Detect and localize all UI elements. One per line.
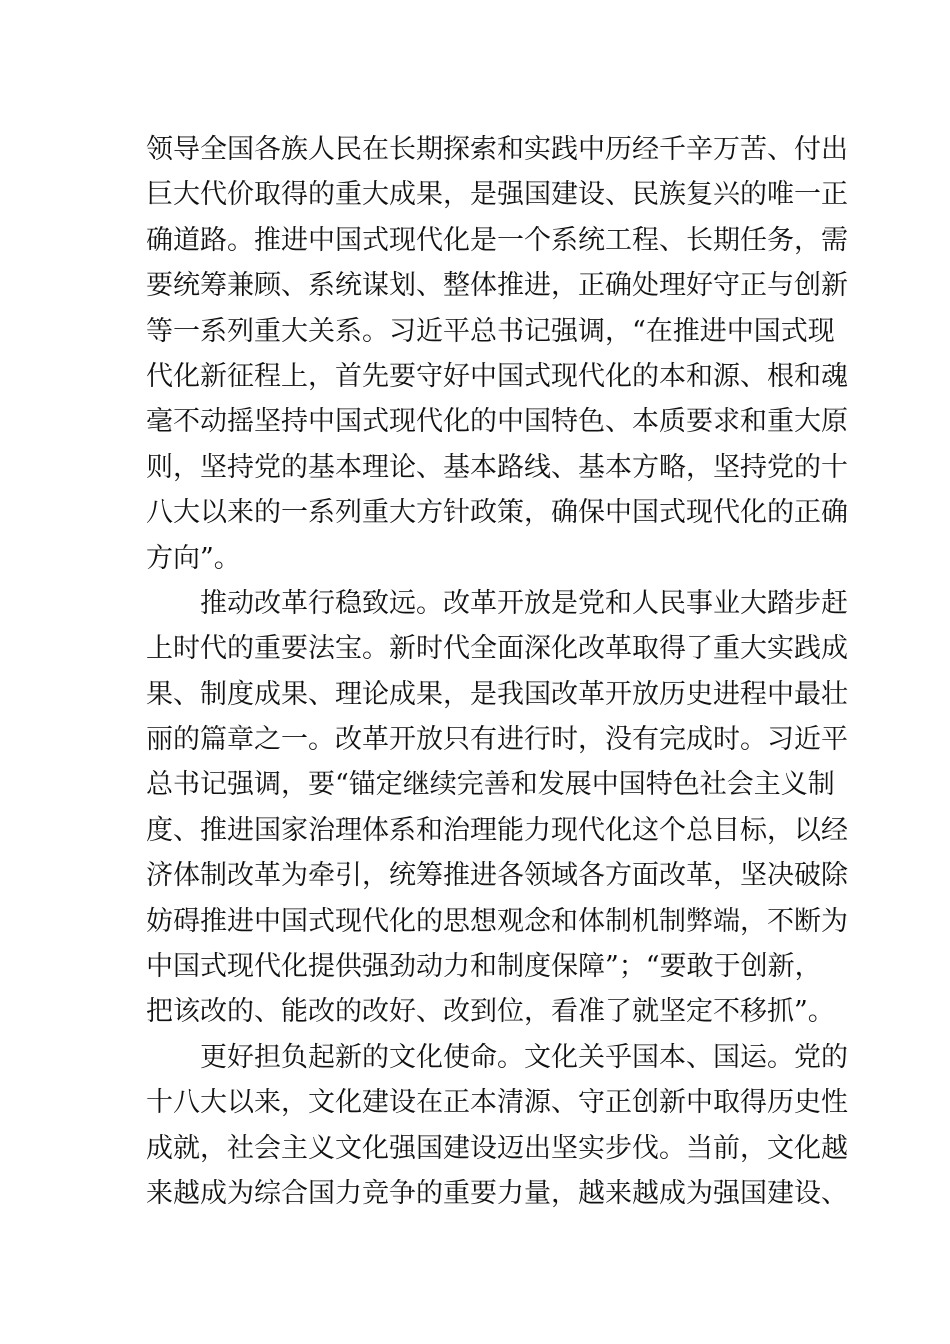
paragraph-2-line-6: 度、推进国家治理体系和治理能力现代化这个总目标，以经 bbox=[146, 814, 848, 846]
paragraph-2-line-10: 把该改的、能改的改好、改到位，看准了就坚定不移抓”。 bbox=[146, 996, 835, 1028]
body-text bbox=[146, 127, 848, 1216]
paragraph-1-line-4: 要统筹兼顾、系统谋划、整体推进，正确处理好守正与创新 bbox=[146, 270, 848, 302]
paragraph-1-line-3: 确道路。推进中国式现代化是一个系统工程、长期任务，需 bbox=[146, 224, 848, 256]
paragraph-3-line-1: 更好担负起新的文化使命。文化关乎国本、国运。党的 bbox=[200, 1041, 848, 1073]
paragraph-1-line-6: 代化新征程上，首先要守好中国式现代化的本和源、根和魂 bbox=[146, 360, 848, 392]
paragraph-2-line-9: 中国式现代化提供强劲动力和制度保障”；“要敢于创新， bbox=[146, 951, 822, 983]
paragraph-3-line-2: 十八大以来，文化建设在正本清源、守正创新中取得历史性 bbox=[146, 1087, 848, 1119]
paragraph-2-line-8: 妨碍推进中国式现代化的思想观念和体制机制弊端，不断为 bbox=[146, 905, 848, 937]
paragraph-1-line-10: 方向”。 bbox=[146, 542, 241, 574]
paragraph-2-line-5: 总书记强调，要“锚定继续完善和发展中国特色社会主义制 bbox=[146, 769, 835, 801]
paragraph-2-line-4: 丽的篇章之一。改革开放只有进行时，没有完成时。习近平 bbox=[146, 724, 848, 756]
paragraph-1-line-7: 毫不动摇坚持中国式现代化的中国特色、本质要求和重大原 bbox=[146, 406, 848, 438]
paragraph-2-line-3: 果、制度成果、理论成果，是我国改革开放历史进程中最壮 bbox=[146, 678, 848, 710]
paragraph-2-line-1: 推动改革行稳致远。改革开放是党和人民事业大踏步赶 bbox=[200, 587, 848, 619]
paragraph-1-line-9: 八大以来的一系列重大方针政策，确保中国式现代化的正确 bbox=[146, 497, 848, 529]
paragraph-3-line-4: 来越成为综合国力竞争的重要力量，越来越成为强国建设、 bbox=[146, 1177, 848, 1209]
paragraph-1-line-8: 则，坚持党的基本理论、基本路线、基本方略，坚持党的十 bbox=[146, 451, 848, 483]
paragraph-1-line-1: 领导全国各族人民在长期探索和实践中历经千辛万苦、付出 bbox=[146, 134, 848, 165]
paragraph-2-line-7: 济体制改革为牵引，统筹推进各领域各方面改革，坚决破除 bbox=[146, 860, 848, 892]
paragraph-1-line-2: 巨大代价取得的重大成果，是强国建设、民族复兴的唯一正 bbox=[146, 179, 848, 211]
paragraph-1-line-5: 等一系列重大关系。习近平总书记强调，“在推进中国式现 bbox=[146, 315, 835, 347]
paragraph-2-line-2: 上时代的重要法宝。新时代全面深化改革取得了重大实践成 bbox=[146, 633, 848, 665]
paragraph-3-line-3: 成就，社会主义文化强国建设迈出坚实步伐。当前，文化越 bbox=[146, 1132, 848, 1164]
